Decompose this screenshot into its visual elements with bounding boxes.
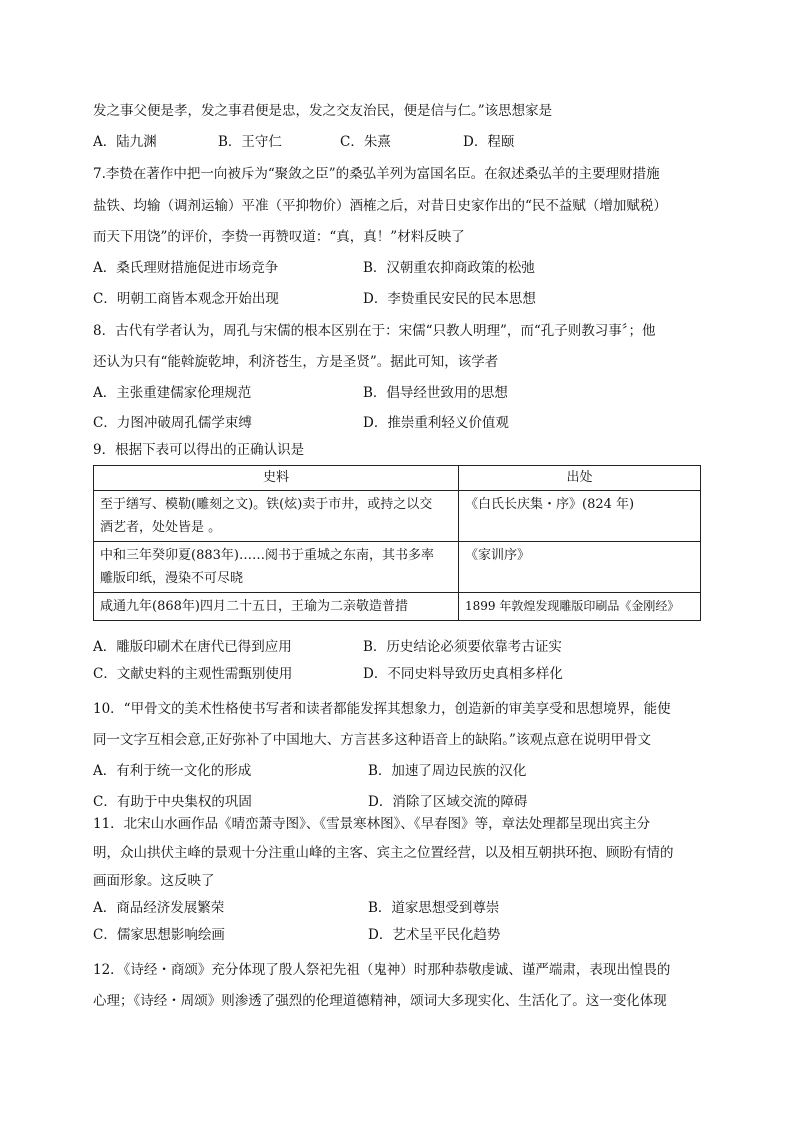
q8-stem-line-1: 8．古代有学者认为，周孔与宋儒的根本区别在于：宋儒“只教人明理”，而“孔子则教习事〞；他	[93, 323, 656, 339]
q9-option-d: D．不同史料导致历史真相多样化	[363, 666, 563, 682]
q6-stem-tail: 发之事父便是孝，发之事君便是忠，发之交友治民，便是信与仁。”该思想家是	[93, 103, 553, 119]
table-row	[94, 542, 701, 593]
q7-option-a: A．桑氏理财措施促进市场竞争	[93, 260, 279, 276]
table-row	[94, 593, 701, 621]
q6-option-c: C．朱熹	[340, 134, 391, 150]
q11-option-d: D．艺术呈平民化趋势	[368, 927, 501, 943]
q8-option-b: B．倡导经世致用的思想	[363, 385, 508, 401]
q12-stem-line-2: 心理；《诗经・周颂》则渗透了强烈的伦理道德精神，颂词大多现实化、生活化了。这一变化体现	[93, 993, 667, 1009]
q11-option-b: B．道家思想受到尊崇	[368, 900, 500, 916]
q10-option-d: D．消除了区域交流的障碍	[368, 794, 528, 810]
table-cell-material	[94, 491, 459, 542]
q9-option-a: A．雕版印刷术在唐代已得到应用	[93, 639, 292, 655]
q11-option-a: A．商品经济发展繁荣	[93, 900, 225, 916]
q8-stem-line-2: 还认为只有“能斡旋乾坤，利济苍生，方是圣贤”。据此可知，该学者	[93, 354, 499, 370]
table-header-row	[94, 466, 701, 491]
cell-line: 雕版印纸，漫染不可尽晓	[100, 571, 244, 586]
table-cell-source: 《家训序》	[459, 542, 701, 593]
q11-stem-line-1: 11．北宋山水画作品《晴峦萧寺图》、《雪景寒林图》、《早春图》等，章法处理都呈现出宾主分	[93, 816, 651, 832]
q12-stem-line-1: 12．《诗经・商颂》充分体现了殷人祭祀先祖（鬼神）时那种恭敬虔诚、谨严端肃，表现出惶畏的	[93, 962, 671, 978]
q7-option-d: D．李贽重民安民的民本思想	[363, 291, 536, 307]
q9-option-c: C．文献史料的主观性需甄别使用	[93, 666, 293, 682]
q9-source-table	[93, 465, 701, 621]
q10-option-c: C．有助于中央集权的巩固	[93, 794, 252, 810]
table-cell-source: 1899 年敦煌发现雕版印刷品《金刚经》	[459, 593, 701, 621]
table-cell-material	[94, 542, 459, 593]
table-cell-source: 《白氏长庆集・序》(824 年)	[459, 491, 701, 542]
q8-option-c: C．力图冲破周孔儒学束缚	[93, 415, 252, 431]
cell-line: 至于缮写、模勒(雕刻之文)。铁(炫)卖于市井，或持之以交	[100, 497, 433, 512]
q6-option-d: D．程颐	[463, 134, 515, 150]
table-cell-material	[94, 593, 459, 621]
table-header-source: 出处	[459, 466, 701, 491]
q10-option-b: B．加速了周边民族的汉化	[368, 763, 527, 779]
q7-stem-line-2: 盐铁、均输（调剂运输）平准（平抑物价）酒榷之后，对昔日史家作出的“民不益赋（增加赋税）	[93, 198, 667, 214]
q9-stem: 9．根据下表可以得出的正确认识是	[93, 442, 305, 458]
q11-stem-line-2: 明，众山拱伏主峰的景观十分注重山峰的主客、宾主之位置经营，以及相互朝拱环抱、顾盼有情的	[93, 845, 674, 861]
q7-stem-line-3: 而天下用饶”的评价，李贽一再赞叹道：“真，真！”材料反映了	[93, 229, 465, 245]
q6-option-b: B．王守仁	[218, 134, 282, 150]
q6-option-a: A．陆九渊	[93, 134, 157, 150]
q9-option-b: B．历史结论必须要依靠考古证实	[363, 639, 562, 655]
q10-stem-line-1: 10．“甲骨文的美术性格使书写者和读者都能发挥其想象力，创造新的审美享受和思想境界，能使	[93, 701, 671, 717]
q10-stem-line-2: 同一文字互相会意,正好弥补了中国地大、方言甚多这种语音上的缺陷。”该观点意在说明甲骨文	[93, 732, 651, 748]
q7-stem-line-1: 7.李贽在著作中把一向被斥为“聚敛之臣”的桑弘羊列为富国名臣。在叙述桑弘羊的主要理财措施	[93, 166, 660, 182]
q8-option-d: D．推崇重利轻义价值观	[363, 415, 509, 431]
table-row	[94, 491, 701, 542]
q10-option-a: A．有利于统一文化的形成	[93, 763, 252, 779]
table-header-material: 史料	[94, 466, 459, 491]
q7-option-b: B．汉朝重农抑商政策的松弛	[363, 260, 535, 276]
cell-line: 咸通九年(868年)四月二十五日，王瑜为二亲敬造普措	[100, 599, 408, 614]
q8-option-a: A．主张重建儒家伦理规范	[93, 385, 252, 401]
cell-line: 酒艺者，处处皆是 。	[100, 520, 222, 535]
q7-option-c: C．明朝工商皆本观念开始出现	[93, 291, 279, 307]
q11-stem-line-3: 画面形象。这反映了	[93, 873, 215, 889]
cell-line: 中和三年癸卯夏(883年)……阅书于重城之东南，其书多率	[100, 548, 434, 563]
q11-option-c: C．儒家思想影响绘画	[93, 927, 225, 943]
